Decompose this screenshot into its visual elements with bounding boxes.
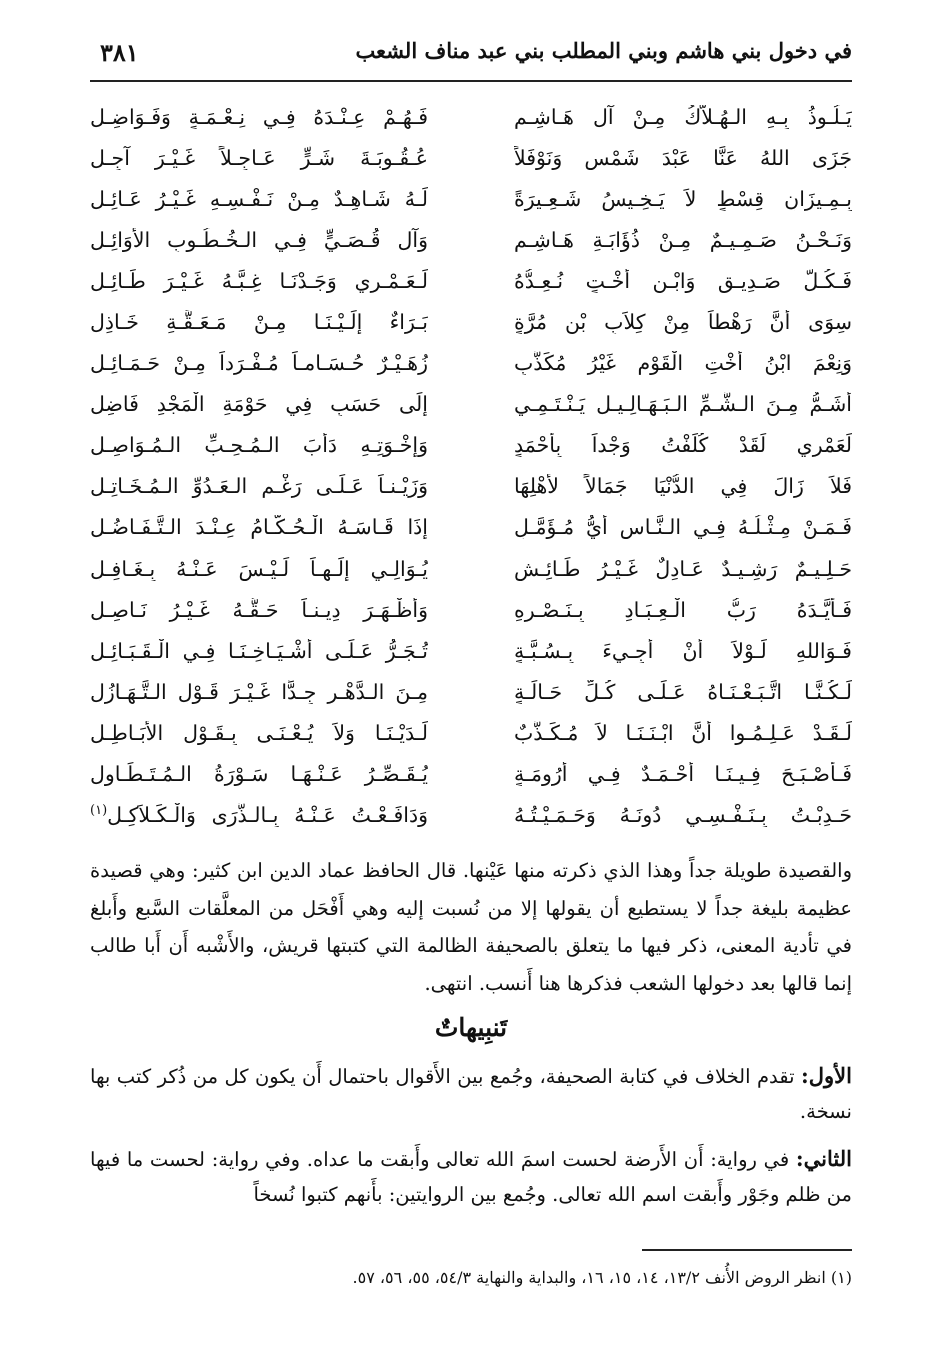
poem-line xyxy=(90,795,852,836)
hemistich-left xyxy=(90,105,428,129)
poem-line xyxy=(90,671,852,712)
hemistich-left-text: يُـوَالِـي إِلَـهـاً لَـيْـسَ عَـنْـهُ بِـغَـافِـلِ xyxy=(90,556,428,581)
hemistich-right: فَـكُـلٌّ صَـدِيـقٍ وَابْـنِ أُخْـتٍ نُـعِـدُّهُ xyxy=(514,268,852,293)
hemistich-left xyxy=(90,187,428,211)
hemistich-left xyxy=(90,269,428,293)
hemistich-right: وَنِعْمَ ابْنُ أُخْتِ الْقَوْمِ غَيْرُ مُكَذَّبٍ xyxy=(514,351,852,376)
note-item xyxy=(90,1141,852,1212)
hemistich-left-text: إِذَا قَـاسَـهُ الْـحُـكَّـامُ عِـنْـدَ الـتَّـفَـاضُـلِ xyxy=(90,515,428,540)
poem-line xyxy=(90,137,852,178)
poem-line xyxy=(90,507,852,548)
hemistich-right: فَـأَيَّـدَهُ رَبُّ الْـعِـبَـادِ بِـنَـصْـرِهِ xyxy=(514,597,852,622)
hemistich-right: بِـمِـيزَانِ قِسْطٍ لاَ يَـخِـيسُ شَـعِـيرَةً xyxy=(514,186,852,211)
hemistich-left-text: إِلَى حَسَبٍ فِي حَوْمَةِ الْمَجْدِ فَاضِلِ xyxy=(90,392,428,417)
running-title: في دخول بني هاشم وبني المطلب بني عبد مناف الشعب xyxy=(355,38,852,63)
poem-line xyxy=(90,219,852,260)
hemistich-right: فَـأَصْـبَـحَ فِـيـنَـا أَحْـمَـدٌ فِـي أُرُومَـةٍ xyxy=(514,762,852,787)
hemistich-left xyxy=(90,310,428,334)
note-label: الثاني: xyxy=(795,1146,852,1171)
hemistich-left-text: لَـدَيْـنَـا وَلاَ يُـعْـنَـى بِـقَـوْلِ الأَبَـاطِـلِ xyxy=(90,720,428,745)
hemistich-left-text: لَـعَـمْـرِي وَجَـدْنَـا غِـبَّـهُ غَـيْـرَ طَـائِـلِ xyxy=(90,268,428,293)
hemistich-left xyxy=(90,721,428,745)
header-rule xyxy=(90,80,852,82)
hemistich-right: لَـكُـنَّـا اتَّـبَـعْـنَـاهُ عَـلَـى كُـلِّ حَـالَـةٍ xyxy=(514,679,852,704)
note-label: الأول: xyxy=(801,1063,852,1088)
hemistich-left-text: زُهَـيْـرٌ حُـسَـامـاً مُـفْـرَداً مِـنْ حَـمَـائِـلِ xyxy=(90,351,428,376)
hemistich-left xyxy=(90,680,428,704)
hemistich-right: سِوَى أَنَّ رَهْطاً مِنْ كِلاَبِ بْنِ مُرَّةٍ xyxy=(514,310,852,335)
poem-line xyxy=(90,548,852,589)
hemistich-left xyxy=(90,351,428,375)
hemistich-right: فَـوَاللهِ لَـوْلاَ أَنْ أَجِـيءَ بِـسُـبَّـةٍ xyxy=(514,638,852,663)
poem-line xyxy=(90,96,852,137)
poem-line xyxy=(90,343,852,384)
poem-line xyxy=(90,384,852,425)
hemistich-right: فَـمَـنْ مِـثْـلُـهُ فِـي الـنَّـاسِ أَيُّ مُـؤَمَّـلٍ xyxy=(514,515,852,540)
hemistich-left xyxy=(90,515,428,539)
hemistich-right: حَـدِبْـتُ بِـنَـفْـسِـي دُونَـهُ وَحَـمَـيْـتُـهُ xyxy=(514,803,852,828)
notes-list xyxy=(90,1058,852,1224)
hemistich-left-text: لَـهُ شَـاهِـدٌ مِـنْ نَـفْـسِـهِ غَـيْـرُ عَـائِـلِ xyxy=(90,186,428,211)
hemistich-left-text: وَآلِ قُـصَـيٍّ فِـي الـخُـطُـوبِ الأَوَائِـلِ xyxy=(90,227,428,252)
hemistich-left xyxy=(90,762,428,786)
hemistich-left-text: وَزَيْـنـاً عَـلَـى رَغْـمِ الـعَـدُوِّ الـمُـخَـاتِـلِ xyxy=(90,474,428,499)
hemistich-left xyxy=(90,803,428,827)
hemistich-right: جَزَى اللهُ عَنَّا عَبْدَ شَمْسٍ وَنَوْفَلاً xyxy=(514,145,852,170)
note-text: تقدم الخلاف في كتابة الصحيفة، وجُمع بين الأَقوال باحتمال أَن يكون كل من ذُكر كتب بها نسخة. xyxy=(90,1065,852,1123)
hemistich-right: وَنَـحْـنُ صَـمِـيـمٌ مِـنْ ذُؤَابَـةِ هَـاشِـمٍ xyxy=(514,227,852,252)
poem-line xyxy=(90,301,852,342)
poem xyxy=(90,96,852,836)
prose-paragraph xyxy=(90,852,852,1002)
hemistich-left-text: يُـقَـصِّـرُ عَـنْـهَـا سَـوْرَةُ الـمُـتَـطَـاوِلِ xyxy=(90,762,428,787)
page-number: ٣٨١ xyxy=(100,38,139,67)
section-heading: تَنبِيهاتٌ xyxy=(434,1013,508,1042)
hemistich-left-text: تُـجَـرُّ عَـلَـى أَشْـيَـاخِـنَـا فِـي الْـقَـبَـائِـلِ xyxy=(90,638,428,663)
hemistich-left xyxy=(90,146,428,170)
hemistich-left-text: وَأَظْـهَـرَ دِيـنـاً حَـقُّـهُ غَـيْـرُ نَـاصِـلِ xyxy=(90,597,428,622)
footnote: (١) انظر الروض الأُنف ١٣/٢، ١٤، ١٥، ١٦، والبداية والنهاية ٥٤/٣، ٥٥، ٥٦، ٥٧. xyxy=(352,1268,852,1287)
hemistich-left xyxy=(90,392,428,416)
hemistich-left-text: عُـقُـوبَـةَ شَـرٍّ عَـاجِـلاً غَـيْـرَ آجِـلِ xyxy=(90,145,428,170)
poem-line xyxy=(90,630,852,671)
footnote-rule xyxy=(642,1249,852,1251)
poem-line xyxy=(90,589,852,630)
hemistich-left-text: فَـهُـمْ عِـنْـدَهُ فِـي نِـعْـمَـةٍ وَفَـوَاضِـلِ xyxy=(90,104,428,129)
hemistich-left-text: وَإِخْـوَتِـهِ دَأْبَ الـمُـحِـبِّ الـمُـوَاصِـلِ xyxy=(90,433,428,458)
note-text: في رواية: أَن الأَرضة لحست اسمَ الله تعالى وأَبقت ما عداه. وفي رواية: لحست ما فيها من ظلم وجَوْر وأَبقت اسم الله تعالى. وجُمع بين الروايتين: بأَنهم كتبوا نُسخاً xyxy=(90,1148,852,1206)
prose-text: والقصيدة طويلة جداً وهذا الذي ذكرته منها عَيْنها. قال الحافظ عماد الدين ابن كثير: وهي قصيدة عظيمة بليغة جداً لا يستطيع أن يقولها إلا من نُسبت إليه وهي أَفْحَل من المعلَّقات السَّبع وأَبلغ في تأدية المعنى، ذكر فيها ما يتعلق بالصحيفة الظالمة التي كتبتها قريش، والأَشْبه أَن أَبا طالب إنما قالها بعد دخولها الشعب فذكرها هنا أَنسب. انتهى. xyxy=(90,859,852,995)
hemistich-right: يَـلُـوذُ بِـهِ الـهُـلاَّكُ مِـنْ آلِ هَـاشِـمٍ xyxy=(514,104,852,129)
poem-line xyxy=(90,754,852,795)
poem-line xyxy=(90,712,852,753)
poem-line xyxy=(90,466,852,507)
poem-line xyxy=(90,425,852,466)
hemistich-left xyxy=(90,557,428,581)
poem-line xyxy=(90,260,852,301)
hemistich-left-text: بَـرَاءٌ إِلَـيْـنَـا مِـنْ مَـعَـقَّـةِ خَـاذِلِ xyxy=(90,310,428,335)
note-item xyxy=(90,1058,852,1129)
hemistich-left-text: وَدَافَـعْـتُ عَـنْـهُ بِـالـذُّرَى وَالْـكَـلاَكِـلِ xyxy=(107,803,428,828)
hemistich-left xyxy=(90,474,428,498)
hemistich-right: فَلاَ زَالَ فِي الدُّنْيَا جَمَالاً لأَهْلِهَا xyxy=(514,474,852,499)
hemistich-left xyxy=(90,228,428,252)
hemistich-right: أَشَـمُّ مِـنَ الـشُّـمِّ الـبَـهَـالِـيـلِ يَـنْـتَـمِـي xyxy=(514,392,852,417)
hemistich-right: لَـقَـدْ عَـلِـمُـوا أَنَّ ابْـنَـنَـا لاَ مُـكَـذَّبٌ xyxy=(514,720,852,745)
hemistich-left-text: مِـنَ الـدَّهْـرِ جِـدًّا غَـيْـرَ قَـوْلِ الـتَّـهَـازُلِ xyxy=(90,679,428,704)
hemistich-left xyxy=(90,433,428,457)
hemistich-left xyxy=(90,598,428,622)
hemistich-right: حَـلِـيـمٌ رَشِـيـدٌ عَـادِلٌ غَـيْـرُ طَـائِـشٍ xyxy=(514,556,852,581)
poem-line xyxy=(90,178,852,219)
hemistich-right: لَعَمْرِي لَقَدْ كُلِّفْتُ وَجْداً بِأَحْمَدٍ xyxy=(514,433,852,458)
hemistich-left xyxy=(90,639,428,663)
footnote-marker: (١) xyxy=(90,803,108,819)
running-header xyxy=(100,38,852,78)
